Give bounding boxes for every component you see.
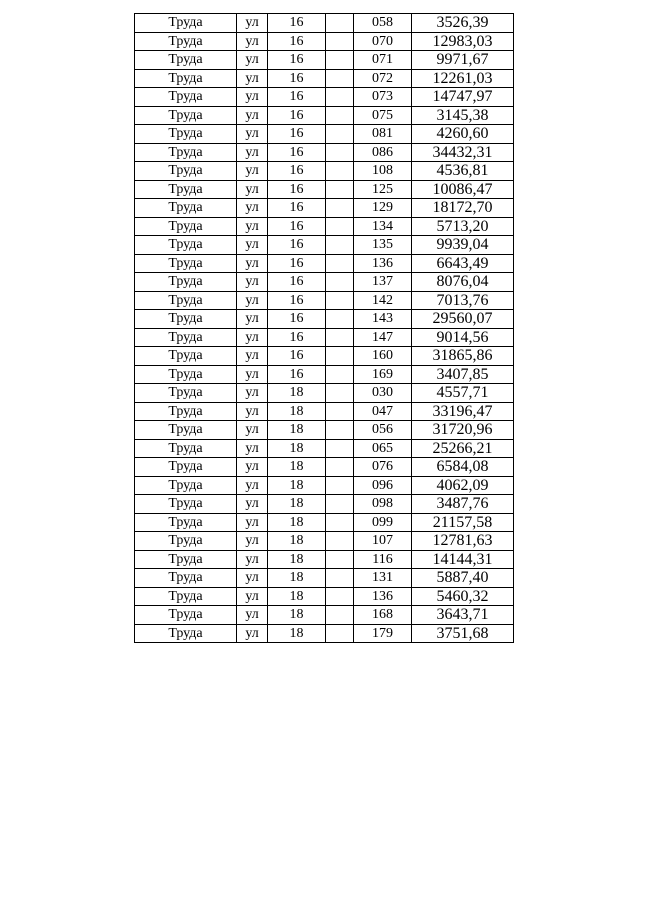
debt-amount-cell: 3407,85 — [412, 365, 514, 384]
street-cell: Труда — [135, 217, 237, 236]
apartment-number-cell: 107 — [354, 532, 412, 551]
street-cell: Труда — [135, 495, 237, 514]
street-cell: Труда — [135, 513, 237, 532]
table-row — [135, 14, 514, 33]
table-row — [135, 69, 514, 88]
debt-amount-cell: 33196,47 — [412, 402, 514, 421]
building-cell — [326, 125, 354, 144]
debt-amount-cell: 3487,76 — [412, 495, 514, 514]
house-number-cell: 18 — [268, 587, 326, 606]
apartment-number-cell: 136 — [354, 254, 412, 273]
apartment-number-cell: 056 — [354, 421, 412, 440]
apartment-number-cell: 108 — [354, 162, 412, 181]
street-type-cell: ул — [237, 569, 268, 588]
street-cell: Труда — [135, 254, 237, 273]
house-number-cell: 18 — [268, 439, 326, 458]
table-row — [135, 162, 514, 181]
street-type-cell: ул — [237, 587, 268, 606]
house-number-cell: 16 — [268, 106, 326, 125]
table-row — [135, 32, 514, 51]
table-row — [135, 254, 514, 273]
building-cell — [326, 347, 354, 366]
debt-amount-cell: 12261,03 — [412, 69, 514, 88]
house-number-cell: 16 — [268, 291, 326, 310]
house-number-cell: 16 — [268, 162, 326, 181]
street-cell: Труда — [135, 291, 237, 310]
street-type-cell: ул — [237, 236, 268, 255]
street-cell: Труда — [135, 125, 237, 144]
debt-amount-cell: 14747,97 — [412, 88, 514, 107]
table-row — [135, 273, 514, 292]
street-type-cell: ул — [237, 624, 268, 643]
street-type-cell: ул — [237, 347, 268, 366]
street-type-cell: ул — [237, 606, 268, 625]
house-number-cell: 18 — [268, 458, 326, 477]
street-type-cell: ул — [237, 162, 268, 181]
apartment-number-cell: 099 — [354, 513, 412, 532]
street-type-cell: ул — [237, 495, 268, 514]
street-type-cell: ул — [237, 291, 268, 310]
building-cell — [326, 624, 354, 643]
building-cell — [326, 14, 354, 33]
house-number-cell: 16 — [268, 310, 326, 329]
apartment-number-cell: 136 — [354, 587, 412, 606]
apartment-number-cell: 147 — [354, 328, 412, 347]
street-type-cell: ул — [237, 513, 268, 532]
table-row — [135, 236, 514, 255]
house-number-cell: 18 — [268, 421, 326, 440]
apartment-number-cell: 168 — [354, 606, 412, 625]
debt-amount-cell: 31720,96 — [412, 421, 514, 440]
debt-amount-cell: 5713,20 — [412, 217, 514, 236]
street-cell: Труда — [135, 550, 237, 569]
building-cell — [326, 162, 354, 181]
street-cell: Труда — [135, 458, 237, 477]
debt-amount-cell: 6643,49 — [412, 254, 514, 273]
street-type-cell: ул — [237, 532, 268, 551]
house-number-cell: 16 — [268, 273, 326, 292]
table-row — [135, 624, 514, 643]
street-cell: Труда — [135, 273, 237, 292]
debt-amount-cell: 34432,31 — [412, 143, 514, 162]
street-type-cell: ул — [237, 365, 268, 384]
street-cell: Труда — [135, 69, 237, 88]
apartment-number-cell: 125 — [354, 180, 412, 199]
house-number-cell: 18 — [268, 513, 326, 532]
street-type-cell: ул — [237, 69, 268, 88]
debt-amount-cell: 7013,76 — [412, 291, 514, 310]
street-cell: Труда — [135, 569, 237, 588]
building-cell — [326, 587, 354, 606]
debt-amount-cell: 3526,39 — [412, 14, 514, 33]
house-number-cell: 16 — [268, 125, 326, 144]
apartment-number-cell: 131 — [354, 569, 412, 588]
street-type-cell: ул — [237, 14, 268, 33]
apartment-number-cell: 030 — [354, 384, 412, 403]
street-type-cell: ул — [237, 106, 268, 125]
street-cell: Труда — [135, 402, 237, 421]
building-cell — [326, 384, 354, 403]
debt-amount-cell: 6584,08 — [412, 458, 514, 477]
table-row — [135, 439, 514, 458]
apartment-number-cell: 160 — [354, 347, 412, 366]
building-cell — [326, 569, 354, 588]
table-row — [135, 143, 514, 162]
debt-amount-cell: 12781,63 — [412, 532, 514, 551]
apartment-number-cell: 135 — [354, 236, 412, 255]
street-type-cell: ул — [237, 421, 268, 440]
building-cell — [326, 291, 354, 310]
street-cell: Труда — [135, 88, 237, 107]
apartment-number-cell: 142 — [354, 291, 412, 310]
building-cell — [326, 32, 354, 51]
street-type-cell: ул — [237, 180, 268, 199]
house-number-cell: 18 — [268, 476, 326, 495]
street-cell: Труда — [135, 180, 237, 199]
apartment-number-cell: 072 — [354, 69, 412, 88]
street-cell: Труда — [135, 14, 237, 33]
house-number-cell: 16 — [268, 217, 326, 236]
debt-amount-cell: 4557,71 — [412, 384, 514, 403]
house-number-cell: 18 — [268, 495, 326, 514]
house-number-cell: 16 — [268, 143, 326, 162]
street-type-cell: ул — [237, 254, 268, 273]
apartment-number-cell: 058 — [354, 14, 412, 33]
debt-amount-cell: 29560,07 — [412, 310, 514, 329]
table-row — [135, 587, 514, 606]
building-cell — [326, 495, 354, 514]
debt-amount-cell: 5460,32 — [412, 587, 514, 606]
table-row — [135, 347, 514, 366]
street-cell: Труда — [135, 384, 237, 403]
street-cell: Труда — [135, 199, 237, 218]
debt-amount-cell: 18172,70 — [412, 199, 514, 218]
house-number-cell: 18 — [268, 384, 326, 403]
building-cell — [326, 51, 354, 70]
apartment-number-cell: 071 — [354, 51, 412, 70]
table-row — [135, 606, 514, 625]
debt-table-body — [135, 14, 514, 643]
house-number-cell: 18 — [268, 569, 326, 588]
table-row — [135, 458, 514, 477]
apartment-number-cell: 086 — [354, 143, 412, 162]
house-number-cell: 16 — [268, 69, 326, 88]
apartment-number-cell: 143 — [354, 310, 412, 329]
street-cell: Труда — [135, 624, 237, 643]
building-cell — [326, 328, 354, 347]
street-type-cell: ул — [237, 476, 268, 495]
table-row — [135, 199, 514, 218]
street-type-cell: ул — [237, 51, 268, 70]
table-row — [135, 421, 514, 440]
building-cell — [326, 421, 354, 440]
table-row — [135, 532, 514, 551]
street-type-cell: ул — [237, 328, 268, 347]
house-number-cell: 16 — [268, 14, 326, 33]
debt-amount-cell: 3145,38 — [412, 106, 514, 125]
debt-amount-cell: 25266,21 — [412, 439, 514, 458]
street-cell: Труда — [135, 421, 237, 440]
street-type-cell: ул — [237, 199, 268, 218]
building-cell — [326, 513, 354, 532]
house-number-cell: 16 — [268, 199, 326, 218]
building-cell — [326, 69, 354, 88]
house-number-cell: 18 — [268, 624, 326, 643]
house-number-cell: 18 — [268, 550, 326, 569]
street-cell: Труда — [135, 439, 237, 458]
apartment-number-cell: 076 — [354, 458, 412, 477]
debt-amount-cell: 14144,31 — [412, 550, 514, 569]
table-row — [135, 310, 514, 329]
debt-amount-cell: 4062,09 — [412, 476, 514, 495]
apartment-number-cell: 070 — [354, 32, 412, 51]
street-type-cell: ул — [237, 439, 268, 458]
house-number-cell: 16 — [268, 32, 326, 51]
building-cell — [326, 310, 354, 329]
street-cell: Труда — [135, 587, 237, 606]
building-cell — [326, 550, 354, 569]
street-cell: Труда — [135, 236, 237, 255]
house-number-cell: 16 — [268, 51, 326, 70]
street-type-cell: ул — [237, 550, 268, 569]
house-number-cell: 16 — [268, 328, 326, 347]
street-type-cell: ул — [237, 402, 268, 421]
debt-amount-cell: 8076,04 — [412, 273, 514, 292]
debt-amount-cell: 21157,58 — [412, 513, 514, 532]
table-row — [135, 125, 514, 144]
apartment-number-cell: 073 — [354, 88, 412, 107]
house-number-cell: 16 — [268, 88, 326, 107]
street-cell: Труда — [135, 328, 237, 347]
debt-amount-cell: 3643,71 — [412, 606, 514, 625]
debt-amount-cell: 9014,56 — [412, 328, 514, 347]
table-row — [135, 365, 514, 384]
building-cell — [326, 254, 354, 273]
street-cell: Труда — [135, 162, 237, 181]
building-cell — [326, 236, 354, 255]
debt-amount-cell: 9939,04 — [412, 236, 514, 255]
table-row — [135, 569, 514, 588]
apartment-number-cell: 179 — [354, 624, 412, 643]
street-type-cell: ул — [237, 88, 268, 107]
street-cell: Труда — [135, 310, 237, 329]
table-row — [135, 180, 514, 199]
building-cell — [326, 199, 354, 218]
street-type-cell: ул — [237, 458, 268, 477]
apartment-number-cell: 169 — [354, 365, 412, 384]
street-type-cell: ул — [237, 384, 268, 403]
street-cell: Труда — [135, 532, 237, 551]
building-cell — [326, 217, 354, 236]
debt-amount-cell: 9971,67 — [412, 51, 514, 70]
building-cell — [326, 402, 354, 421]
street-type-cell: ул — [237, 217, 268, 236]
house-number-cell: 18 — [268, 606, 326, 625]
building-cell — [326, 143, 354, 162]
street-cell: Труда — [135, 51, 237, 70]
table-row — [135, 291, 514, 310]
apartment-number-cell: 065 — [354, 439, 412, 458]
apartment-number-cell: 134 — [354, 217, 412, 236]
debt-amount-cell: 5887,40 — [412, 569, 514, 588]
building-cell — [326, 532, 354, 551]
house-number-cell: 16 — [268, 236, 326, 255]
building-cell — [326, 273, 354, 292]
street-cell: Труда — [135, 606, 237, 625]
building-cell — [326, 476, 354, 495]
house-number-cell: 16 — [268, 254, 326, 273]
table-row — [135, 328, 514, 347]
apartment-number-cell: 098 — [354, 495, 412, 514]
apartment-number-cell: 096 — [354, 476, 412, 495]
house-number-cell: 18 — [268, 402, 326, 421]
debt-amount-cell: 12983,03 — [412, 32, 514, 51]
street-cell: Труда — [135, 32, 237, 51]
street-cell: Труда — [135, 143, 237, 162]
debt-table — [134, 13, 514, 643]
apartment-number-cell: 047 — [354, 402, 412, 421]
apartment-number-cell: 075 — [354, 106, 412, 125]
debt-amount-cell: 4536,81 — [412, 162, 514, 181]
street-type-cell: ул — [237, 310, 268, 329]
house-number-cell: 16 — [268, 365, 326, 384]
table-row — [135, 384, 514, 403]
apartment-number-cell: 081 — [354, 125, 412, 144]
table-row — [135, 51, 514, 70]
apartment-number-cell: 129 — [354, 199, 412, 218]
street-type-cell: ул — [237, 143, 268, 162]
building-cell — [326, 365, 354, 384]
table-row — [135, 402, 514, 421]
street-type-cell: ул — [237, 125, 268, 144]
building-cell — [326, 106, 354, 125]
street-cell: Труда — [135, 476, 237, 495]
building-cell — [326, 180, 354, 199]
table-row — [135, 88, 514, 107]
apartment-number-cell: 116 — [354, 550, 412, 569]
table-row — [135, 217, 514, 236]
table-row — [135, 513, 514, 532]
table-row — [135, 106, 514, 125]
table-row — [135, 476, 514, 495]
debt-amount-cell: 4260,60 — [412, 125, 514, 144]
street-cell: Труда — [135, 106, 237, 125]
building-cell — [326, 439, 354, 458]
building-cell — [326, 88, 354, 107]
building-cell — [326, 606, 354, 625]
street-type-cell: ул — [237, 273, 268, 292]
house-number-cell: 16 — [268, 347, 326, 366]
apartment-number-cell: 137 — [354, 273, 412, 292]
building-cell — [326, 458, 354, 477]
table-row — [135, 495, 514, 514]
debt-amount-cell: 3751,68 — [412, 624, 514, 643]
house-number-cell: 16 — [268, 180, 326, 199]
table-row — [135, 550, 514, 569]
street-type-cell: ул — [237, 32, 268, 51]
street-cell: Труда — [135, 365, 237, 384]
debt-amount-cell: 10086,47 — [412, 180, 514, 199]
street-cell: Труда — [135, 347, 237, 366]
house-number-cell: 18 — [268, 532, 326, 551]
debt-amount-cell: 31865,86 — [412, 347, 514, 366]
